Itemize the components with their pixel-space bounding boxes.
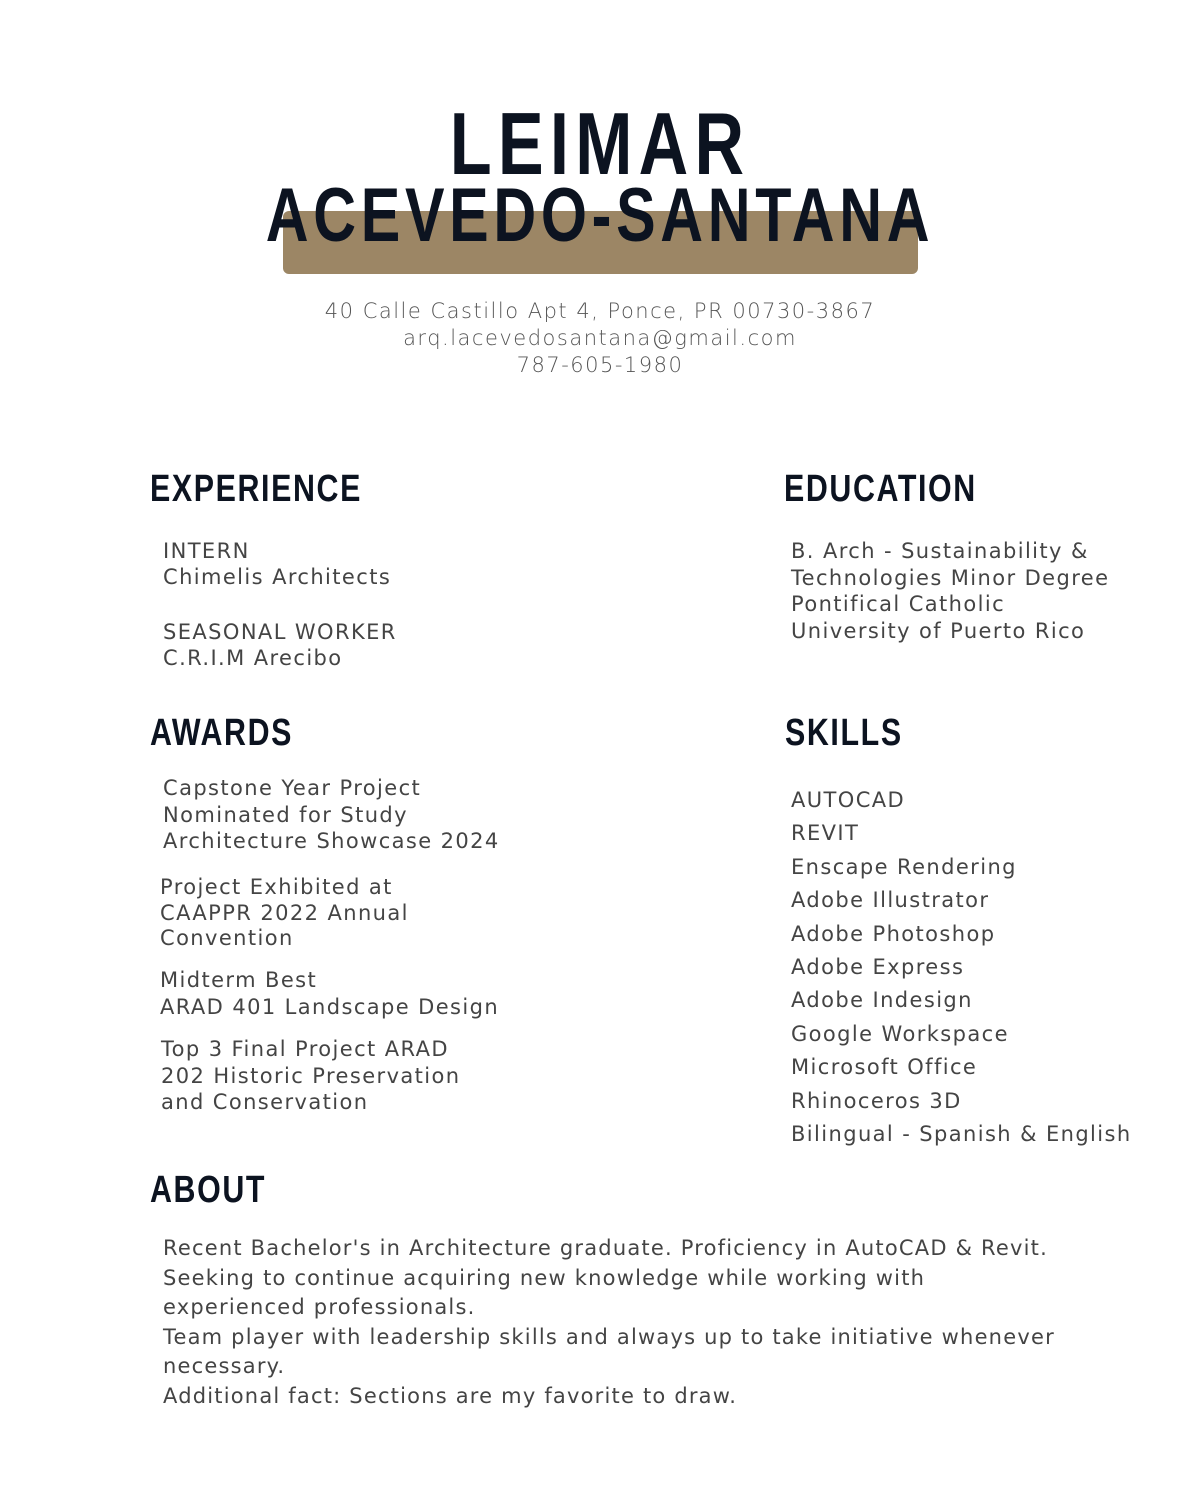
skill-item: Microsoft Office [791,1055,978,1080]
skill-item: Adobe Indesign [791,988,973,1013]
award-line: Project Exhibited at [160,875,393,899]
skills-heading: SKILLS [785,712,903,754]
about-line: Additional fact: Sections are my favorite to draw. [163,1383,738,1408]
skill-item: REVIT [791,821,860,846]
experience-org: Chimelis Architects [163,565,392,589]
skill-item: Adobe Photoshop [791,921,996,946]
award-line: 202 Historic Preservation [161,1063,461,1088]
award-entry [163,775,500,855]
about-heading: ABOUT [150,1169,267,1211]
about-line: Recent Bachelor's in Architecture graduate. Proficiency in AutoCAD & Revit. [163,1236,1048,1260]
contact-address: 40 Calle Castillo Apt 4, Ponce, PR 00730-3867 [324,299,876,323]
skills-list [791,784,1132,1151]
skill-item: Adobe Express [791,955,965,980]
award-line: Top 3 Final Project ARAD [161,1037,449,1061]
experience-entry [163,538,391,590]
education-line: Pontifical Catholic [791,592,1006,617]
education-line: Technologies Minor Degree [791,565,1110,590]
award-line: Architecture Showcase 2024 [163,829,500,854]
about-line: Seeking to continue acquiring new knowledge while working with [163,1265,926,1290]
experience-heading: EXPERIENCE [150,468,362,510]
experience-entry [163,619,397,671]
contact-phone: 787-605-1980 [516,353,684,377]
education-line: University of Puerto Rico [791,619,1086,644]
award-line: and Conservation [161,1090,369,1114]
about-line: experienced professionals. [163,1295,476,1319]
education-line: B. Arch - Sustainability & [791,539,1089,563]
education-heading: EDUCATION [784,468,977,510]
awards-heading: AWARDS [150,712,294,754]
skill-item: Adobe Illustrator [791,888,990,913]
last-name: ACEVEDO-SANTANA [265,173,935,258]
award-line: Convention [160,926,294,950]
award-line: Nominated for Study [163,802,408,827]
experience-role: INTERN [163,539,250,563]
award-entry [161,1036,461,1116]
award-line: Capstone Year Project [163,776,422,800]
about-paragraph [163,1234,1123,1411]
experience-role: SEASONAL WORKER [163,620,397,644]
award-line: ARAD 401 Landscape Design [160,995,500,1019]
skill-item: AUTOCAD [791,788,906,812]
skill-item: Bilingual - Spanish & English [791,1122,1132,1147]
award-line: Midterm Best [160,968,318,992]
about-line: Team player with leadership skills and always up to take initiative whenever [163,1324,1055,1349]
about-line: necessary. [163,1354,286,1378]
award-line: CAAPPR 2022 Annual [160,900,409,925]
experience-org: C.R.I.M Arecibo [163,646,343,670]
award-entry [160,967,499,1021]
award-entry [160,875,409,952]
skill-item: Google Workspace [791,1021,1009,1046]
first-name: LEIMAR [449,94,751,193]
skill-item: Rhinoceros 3D [791,1088,962,1113]
skill-item: Enscape Rendering [791,854,1017,879]
contact-email: arq.lacevedosantana@gmail.com [403,326,797,350]
education-entry [791,538,1109,645]
